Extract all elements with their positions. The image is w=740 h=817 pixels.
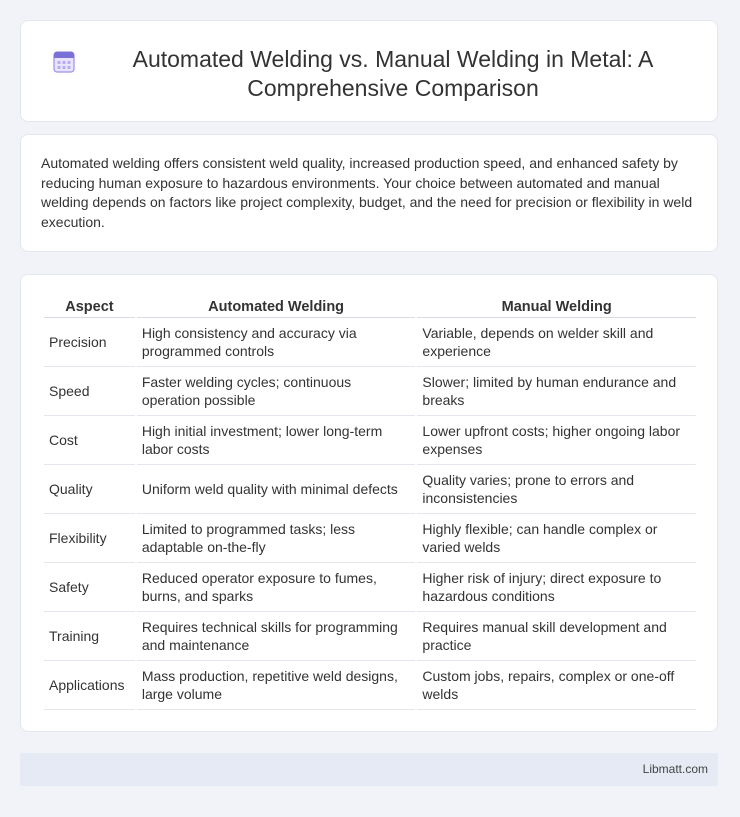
automated-cell: Requires technical skills for programming and maintenance <box>137 612 416 661</box>
table-row <box>44 612 696 661</box>
manual-cell: Variable, depends on welder skill and experience <box>417 318 696 367</box>
automated-cell: Faster welding cycles; continuous operation possible <box>137 367 416 416</box>
automated-cell: High initial investment; lower long-term labor costs <box>137 416 416 465</box>
manual-cell: Lower upfront costs; higher ongoing labor expenses <box>417 416 696 465</box>
table-header-row <box>44 296 696 318</box>
automated-cell: Reduced operator exposure to fumes, burns, and sparks <box>137 563 416 612</box>
manual-cell: Higher risk of injury; direct exposure to hazardous conditions <box>417 563 696 612</box>
table-row <box>44 318 696 367</box>
footer-bar <box>20 753 718 786</box>
manual-cell: Highly flexible; can handle complex or varied welds <box>417 514 696 563</box>
automated-cell: Limited to programmed tasks; less adaptable on-the-fly <box>137 514 416 563</box>
comparison-table-card <box>20 274 718 732</box>
footer-site-link[interactable]: Libmatt.com <box>642 762 708 776</box>
table-row <box>44 514 696 563</box>
aspect-cell: Quality <box>44 465 135 514</box>
header-automated-welding: Automated Welding <box>137 296 416 318</box>
automated-cell: Uniform weld quality with minimal defects <box>137 465 416 514</box>
manual-cell: Slower; limited by human endurance and breaks <box>417 367 696 416</box>
comparison-table <box>42 296 698 710</box>
intro-paragraph: Automated welding offers consistent weld quality, increased production speed, and enhanced safety by reducing human exposure to hazardous environments. Your choice between automated and manual welding depends on factors like project complexity, budget, and the need for precision or flexibility in weld execution. <box>41 155 693 230</box>
header-aspect: Aspect <box>44 296 135 318</box>
aspect-cell: Safety <box>44 563 135 612</box>
header-manual-welding: Manual Welding <box>417 296 696 318</box>
aspect-cell: Speed <box>44 367 135 416</box>
automated-cell: High consistency and accuracy via programmed controls <box>137 318 416 367</box>
calendar-icon <box>51 49 77 75</box>
aspect-cell: Cost <box>44 416 135 465</box>
manual-cell: Requires manual skill development and practice <box>417 612 696 661</box>
table-row <box>44 563 696 612</box>
table-row <box>44 465 696 514</box>
manual-cell: Quality varies; prone to errors and inconsistencies <box>417 465 696 514</box>
table-row <box>44 416 696 465</box>
intro-card <box>20 134 718 252</box>
title-card <box>20 20 718 122</box>
table-row <box>44 661 696 710</box>
page-title: Automated Welding vs. Manual Welding in Metal: A Comprehensive Comparison <box>132 46 654 101</box>
manual-cell: Custom jobs, repairs, complex or one-off welds <box>417 661 696 710</box>
automated-cell: Mass production, repetitive weld designs, large volume <box>137 661 416 710</box>
aspect-cell: Precision <box>44 318 135 367</box>
aspect-cell: Applications <box>44 661 135 710</box>
aspect-cell: Flexibility <box>44 514 135 563</box>
title-row <box>21 21 717 103</box>
table-row <box>44 367 696 416</box>
aspect-cell: Training <box>44 612 135 661</box>
